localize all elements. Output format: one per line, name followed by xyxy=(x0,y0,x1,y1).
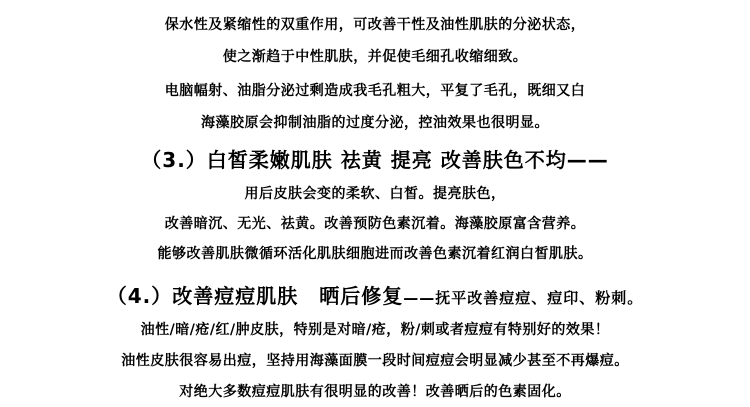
intro-line-4: 海藻胶原会抑制油脂的过度分泌，控油效果也很明显。 xyxy=(201,115,549,131)
section-4-line-1: 油性/暗/疮/红/肿皮肤，特别是对暗/疮，粉/刺或者痘痘有特别好的效果！ xyxy=(140,322,610,338)
section-4-line-3: 对绝大多数痘痘肌肤有很明显的改善！改善晒后的色素固化。 xyxy=(179,384,571,400)
section-4-line-2: 油性皮肤很容易出痘，坚持用海藻面膜一段时间痘痘会明显减少甚至不再爆痘。 xyxy=(121,353,629,369)
section-3-line-3: 能够改善肌肤微循环活化肌肤细胞进而改善色素沉着红润白皙肌肤。 xyxy=(157,246,593,262)
section-3-heading: （3.）白皙柔嫩肌肤 祛黄 提亮 改善肤色不均—— xyxy=(141,148,609,172)
intro-line-1: 保水性及紧缩性的双重作用，可改善干性及油性肌肤的分泌状态， xyxy=(164,17,586,33)
section-4-heading-tail: ——抚平改善痘痘、痘印、粉刺。 xyxy=(403,289,644,307)
intro-line-2: 使之渐趋于中性肌肤，并促使毛细孔收缩细致。 xyxy=(222,49,528,65)
section-3-line-2: 改善暗沉、无光、祛黄。改善预防色素沉着。海藻胶原富含营养。 xyxy=(164,216,586,232)
section-4-heading: （4.）改善痘痘肌肤 晒后修复 xyxy=(106,284,404,308)
intro-line-3: 电脑幅射、油脂分泌过剩造成我毛孔粗大，平复了毛孔，既细又白 xyxy=(164,83,586,99)
section-4-heading-row xyxy=(0,280,750,309)
section-3-line-1: 用后皮肤会变的柔软、白皙。提亮肤色， xyxy=(244,186,506,202)
